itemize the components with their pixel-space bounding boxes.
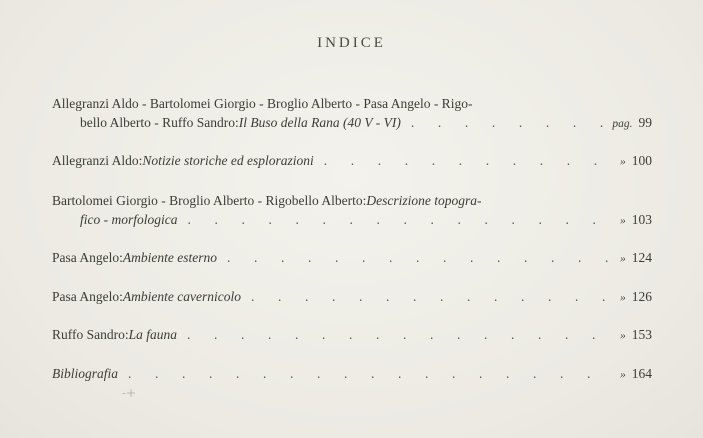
entry-work-title: Bibliografia [52,366,119,381]
page-number: 126 [631,289,652,304]
page-title: INDICE [317,35,386,51]
page-number: 153 [631,327,652,342]
entry-line [52,325,652,346]
index-entry [52,364,652,385]
stray-pencil-mark: -+ [122,386,137,400]
page-prefix: » [620,292,626,304]
dot-leader [314,151,612,170]
entry-authors: Pasa Angelo: [52,289,123,304]
entry-line [52,248,652,269]
entry-line [52,94,652,113]
entry-authors: bello Alberto - Ruffo Sandro: [80,115,239,130]
entry-line [52,151,652,172]
dot-leader [178,210,613,229]
index-entry [52,248,652,269]
entry-page-ref [612,364,652,385]
dot-leader [401,113,605,132]
entry-work-title: Il Buso della Rana (40 V - VI) [238,115,401,130]
entry-page-ref [604,113,652,134]
entry-page-ref [612,248,652,269]
page-prefix: pag. [612,118,633,130]
index-entry [52,191,652,231]
entry-authors: Pasa Angelo: [52,250,123,265]
entry-line [52,210,652,231]
page-number: 164 [631,366,652,381]
page-number: 99 [638,115,652,130]
entry-work-title: Notizie storiche ed esplorazioni [142,153,314,168]
page-number: 124 [631,250,652,265]
entry-authors: Allegranzi Aldo: [52,153,143,168]
entry-work-title: Descrizione topogra- [366,193,482,208]
entry-line [52,113,652,134]
entry-line [52,287,652,308]
entry-work-title: Ambiente esterno [122,250,217,265]
page-prefix: » [620,253,626,265]
page-prefix: » [620,215,626,227]
dot-leader [241,287,612,306]
index-entry [52,325,652,346]
entry-line [52,364,652,385]
entry-work-title: fico - morfologica [80,212,178,227]
entry-authors: Ruffo Sandro: [52,327,129,342]
entry-page-ref [612,325,652,346]
index-entry [52,94,652,134]
index-entry [52,287,652,308]
page-prefix: » [620,369,626,381]
index-entry [52,151,652,172]
page-prefix: » [620,330,626,342]
page-prefix: » [620,156,626,168]
entry-line [52,191,652,210]
entry-authors: Allegranzi Aldo - Bartolomei Giorgio - Broglio Alberto - Pasa Angelo - Rigo- [52,96,473,111]
entry-page-ref [612,287,652,308]
entry-page-ref [612,151,652,172]
dot-leader [177,325,612,344]
dot-leader [217,248,612,267]
entry-work-title: Ambiente cavernicolo [122,289,241,304]
entry-authors: Bartolomei Giorgio - Broglio Alberto - Rigobello Alberto: [52,193,367,208]
page-number: 100 [631,153,652,168]
page-number: 103 [631,212,652,227]
dot-leader [118,364,612,383]
entry-page-ref [612,210,652,231]
entry-work-title: La fauna [128,327,178,342]
